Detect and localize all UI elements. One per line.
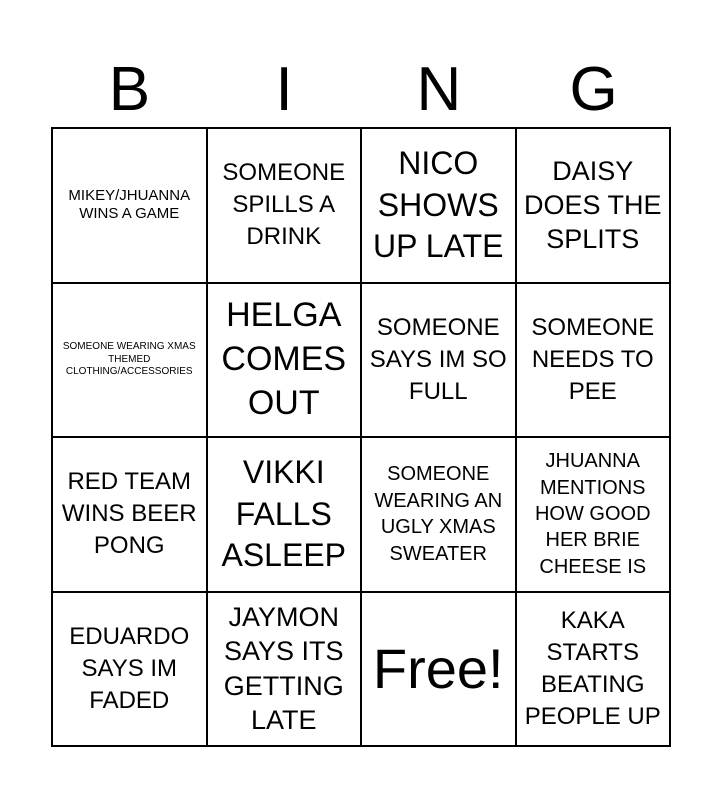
cell-text: NICO SHOWS UP LATE [373,145,504,264]
cell-text: SOMEONE SAYS IM SO FULL [369,313,507,405]
cell-text: HELGA COMES OUT [221,296,347,422]
cell-text: JHUANNA MENTIONS HOW GOOD HER BRIE CHEESE IS [534,450,651,578]
bingo-cell-r4c2[interactable] [208,593,363,748]
bingo-cell-r3c1[interactable] [53,438,208,593]
bingo-cell-r1c4[interactable] [517,129,672,284]
bingo-cell-r2c3[interactable] [362,284,517,439]
header-letter-g: G [569,55,618,124]
bingo-cell-free[interactable] [362,593,517,748]
cell-text: MIKEY/JHUANNA WINS A GAME [68,187,191,223]
bingo-cell-r1c2[interactable] [208,129,363,284]
bingo-cell-r4c1[interactable] [53,593,208,748]
bingo-cell-r1c1[interactable] [53,129,208,284]
bingo-cell-r4c4[interactable] [517,593,672,748]
header-letter-n: N [416,55,462,124]
bingo-cell-r3c4[interactable] [517,438,672,593]
cell-text: DAISY DOES THE SPLITS [523,155,662,255]
bingo-cell-r2c2[interactable] [208,284,363,439]
cell-text: JAYMON SAYS ITS GETTING LATE [223,602,344,736]
free-space-text: Free! [372,637,504,701]
cell-text: RED TEAM WINS BEER PONG [61,468,197,560]
bingo-cell-r1c3[interactable] [362,129,517,284]
cell-text: SOMEONE NEEDS TO PEE [531,313,655,405]
cell-text: SOMEONE SPILLS A DRINK [222,159,346,251]
cell-text: VIKKI FALLS ASLEEP [221,454,346,573]
header-letter-i: I [275,55,293,124]
bingo-cell-r2c4[interactable] [517,284,672,439]
bingo-cell-r3c2[interactable] [208,438,363,593]
bingo-cell-r2c1[interactable] [53,284,208,439]
cell-text: SOMEONE WEARING XMAS THEMED CLOTHING/ACCESSORIES [62,341,196,377]
cell-text: EDUARDO SAYS IM FADED [69,622,190,714]
bingo-header [52,52,671,128]
header-letter-b: B [108,55,151,124]
cell-text: SOMEONE WEARING AN UGLY XMAS SWEATER [374,463,503,565]
bingo-board [51,127,671,747]
cell-text: KAKA STARTS BEATING PEOPLE UP [524,606,661,730]
bingo-cell-r3c3[interactable] [362,438,517,593]
